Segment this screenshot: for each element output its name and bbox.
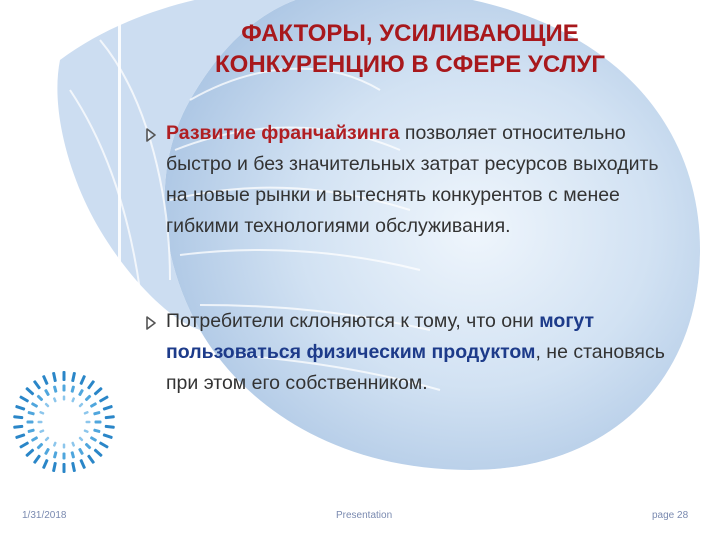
ring-dot	[53, 397, 57, 403]
bullet-rest: позволяет относительно быстро и без значительных затрат ресурсов выходить на новые рынки и вытеснять конкурентов с менее гибкими технологиями обслуживания.	[166, 122, 659, 237]
ring-dot	[13, 415, 23, 419]
ring-dot	[105, 425, 115, 429]
ring-dot	[71, 462, 76, 472]
ring-dot	[27, 411, 35, 416]
ring-dot	[99, 441, 109, 449]
ring-dot	[71, 372, 76, 382]
slide-title	[150, 18, 670, 80]
dotted-ring-icon	[8, 366, 120, 478]
ring-dot	[15, 405, 25, 411]
ring-dot	[63, 453, 66, 460]
ring-dot	[42, 459, 49, 469]
ring-dot	[52, 462, 57, 472]
ring-dot	[93, 411, 101, 416]
ring-dot	[99, 395, 109, 403]
ring-dot	[63, 463, 66, 473]
ring-dot	[87, 454, 95, 464]
ring-dot	[44, 402, 49, 407]
bullet-highlight: Развитие франчайзинга	[166, 122, 400, 144]
ring-dot	[33, 380, 41, 390]
ring-dot	[90, 402, 98, 408]
ring-dot	[63, 371, 66, 381]
ring-dot	[78, 402, 83, 407]
ring-dot	[85, 443, 92, 450]
ring-dot	[27, 428, 35, 433]
ring-dot	[86, 421, 91, 424]
bullet-item-franchising	[144, 118, 684, 242]
ring-dot	[87, 380, 95, 390]
bullet-text	[166, 118, 684, 242]
ring-dot	[71, 441, 75, 447]
title-line-1: ФАКТОРЫ, УСИЛИВАЮЩИЕ	[241, 20, 579, 47]
ring-dot	[85, 394, 92, 401]
ring-dot	[25, 387, 34, 396]
title-line-2: КОНКУРЕНЦИЮ В СФЕРЕ УСЛУГ	[215, 51, 605, 78]
ring-dot	[44, 436, 49, 441]
ring-dot	[63, 396, 66, 401]
ring-dot	[13, 425, 23, 429]
ring-dot	[39, 411, 45, 415]
ring-dot	[53, 441, 57, 447]
ring-dot	[53, 385, 58, 393]
bullet-highlight: могут пользоваться физическим продуктом	[166, 310, 595, 363]
ring-dot	[103, 405, 113, 411]
ring-dot	[42, 375, 49, 385]
ring-dot	[38, 421, 43, 424]
ring-dot	[78, 448, 84, 456]
ring-dot	[63, 444, 66, 449]
ring-dot	[70, 451, 75, 459]
ring-dot	[71, 397, 75, 403]
ring-dot	[31, 436, 39, 442]
ring-dot	[52, 372, 57, 382]
ring-dot	[70, 385, 75, 393]
ring-dot	[27, 421, 34, 424]
ring-dot	[79, 459, 86, 469]
bullet-lead: Потребители склоняются к тому, что они	[166, 310, 540, 332]
vertical-divider	[118, 0, 121, 360]
ring-dot	[93, 428, 101, 433]
bullet-rest: , не становясь при этом его собственником.	[166, 341, 665, 394]
ring-dot	[95, 421, 102, 424]
ring-dot	[63, 385, 66, 392]
ring-dot	[33, 454, 41, 464]
ring-dot	[44, 389, 50, 397]
ring-dot	[44, 448, 50, 456]
footer-date: 1/31/2018	[22, 510, 67, 521]
ring-dot	[103, 433, 113, 439]
ring-dot	[105, 415, 115, 419]
ring-dot	[83, 429, 89, 433]
ring-dot	[36, 394, 43, 401]
ring-dot	[93, 387, 102, 396]
triangle-right-icon	[144, 316, 158, 330]
ring-dot	[78, 389, 84, 397]
horizontal-divider	[0, 362, 125, 364]
ring-dot	[39, 429, 45, 433]
footer-page-number: page 28	[652, 510, 689, 521]
ring-dot	[83, 411, 89, 415]
ring-dot	[90, 436, 98, 442]
bullet-item-consumers	[144, 306, 684, 399]
ring-dot	[79, 375, 86, 385]
ring-dot	[53, 451, 58, 459]
ring-dot	[93, 448, 102, 457]
triangle-right-icon	[144, 128, 158, 142]
bullet-text	[166, 306, 684, 399]
ring-dot	[19, 395, 29, 403]
ring-dot	[25, 448, 34, 457]
ring-dot	[31, 402, 39, 408]
ring-dot	[78, 436, 83, 441]
ring-dot	[19, 441, 29, 449]
footer-presentation: Presentation	[336, 510, 393, 521]
ring-dot	[15, 433, 25, 439]
ring-dot	[36, 443, 43, 450]
